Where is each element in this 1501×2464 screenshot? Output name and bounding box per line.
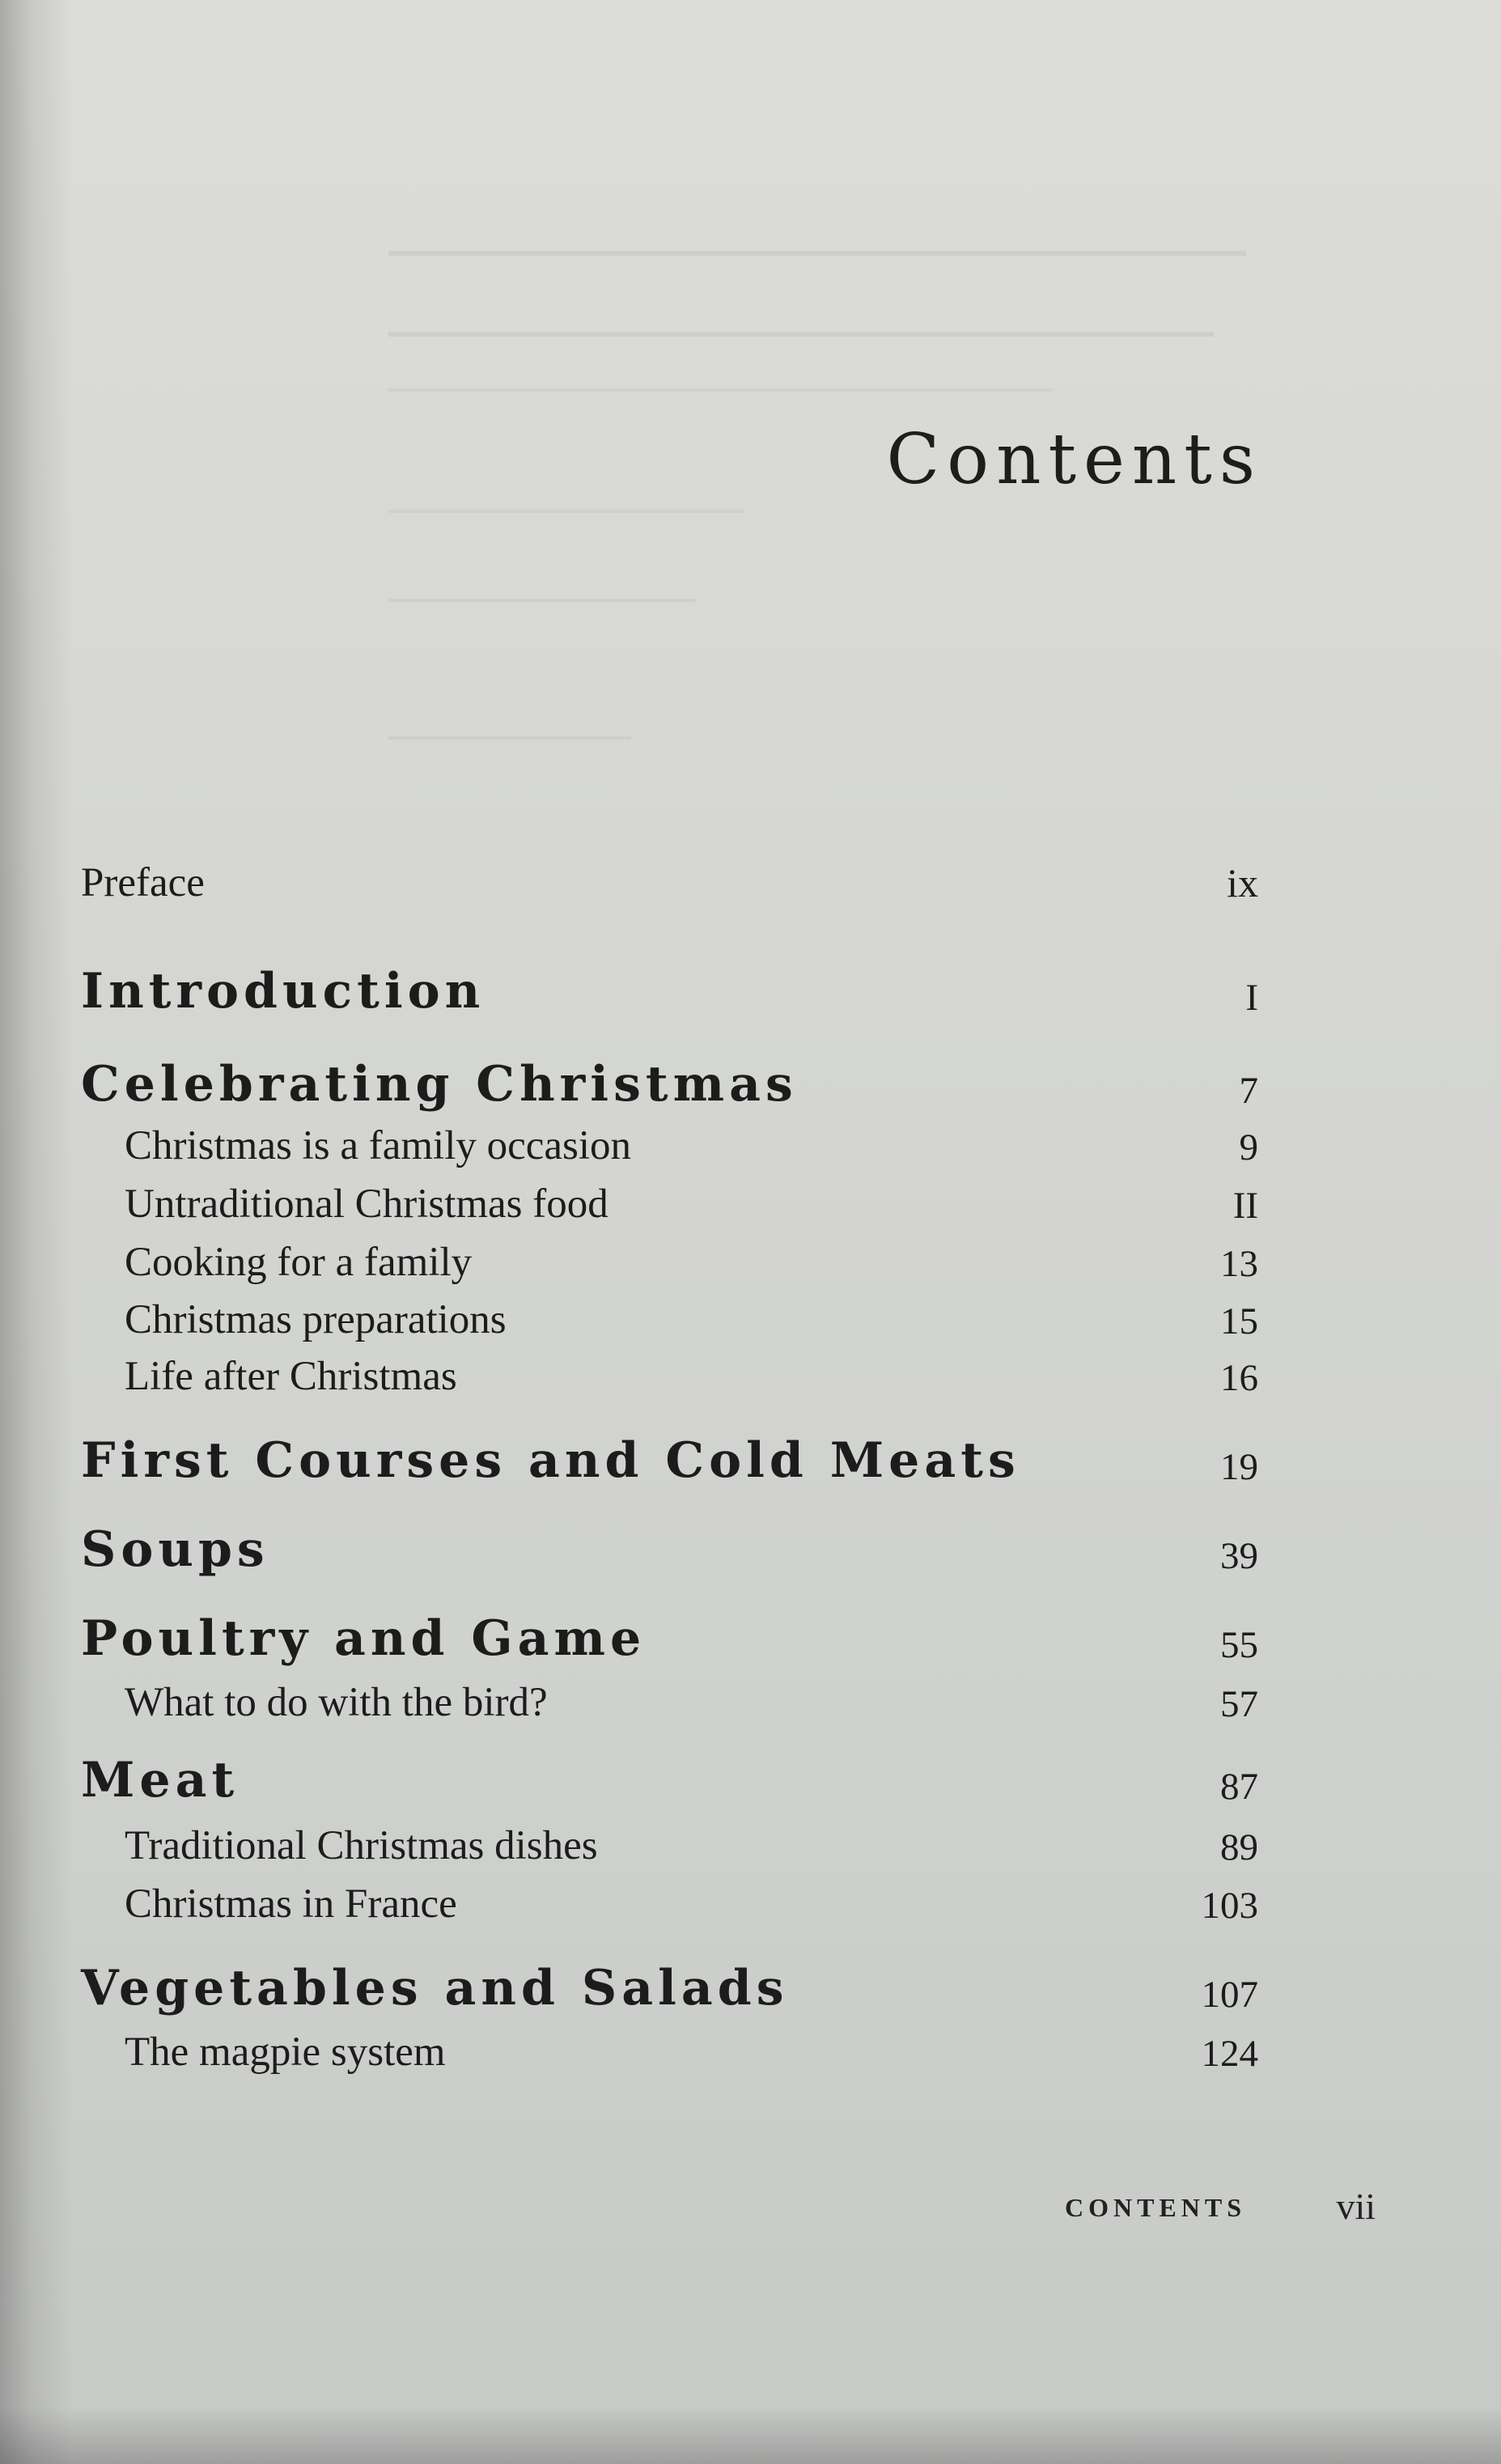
toc-entry-page: 16 (1220, 1357, 1258, 1399)
toc-entry-label: The magpie system (125, 2029, 446, 2075)
toc-entry-label: Vegetables and Salads (81, 1960, 789, 2017)
toc-entry-label: Christmas is a family occasion (125, 1123, 632, 1168)
spine-shadow (0, 0, 73, 2464)
toc-entry-label: Traditional Christmas dishes (125, 1823, 598, 1868)
toc-entry-page: 124 (1201, 2033, 1258, 2075)
toc-entry-christmas-preparations (81, 1287, 1258, 1343)
toc-entry-label: Celebrating Christmas (81, 1056, 798, 1113)
toc-entry-label: Cooking for a family (125, 1240, 473, 1285)
toc-entry-untraditional-food (81, 1171, 1258, 1228)
toc-entry-life-after-christmas (81, 1343, 1258, 1400)
toc-entry-label: Christmas in France (125, 1881, 457, 1927)
toc-entry-label: Life after Christmas (125, 1354, 457, 1399)
toc-entry-meat (81, 1752, 1258, 1809)
toc-entry-page: 15 (1220, 1300, 1258, 1342)
toc-entry-page: 103 (1201, 1885, 1258, 1927)
toc-entry-soups (81, 1521, 1258, 1578)
toc-entry-christmas-in-france (81, 1871, 1258, 1928)
toc-entry-label: Meat (81, 1752, 240, 1809)
toc-entry-label: What to do with the bird? (125, 1680, 548, 1725)
toc-entry-preface (81, 850, 1258, 906)
toc-entry-label: Soups (81, 1521, 269, 1578)
running-head: CONTENTS (1064, 2193, 1246, 2222)
toc-entry-page: ix (1227, 860, 1258, 905)
toc-entry-label: Poultry and Game (81, 1610, 647, 1667)
toc-entry-poultry-and-game (81, 1610, 1258, 1667)
toc-entry-page: 13 (1220, 1243, 1258, 1285)
toc-entry-cooking-for-family (81, 1229, 1258, 1286)
toc-entry-page: 89 (1220, 1826, 1258, 1868)
toc-entry-page: I (1245, 977, 1258, 1019)
toc-entry-page: 39 (1220, 1535, 1258, 1577)
toc-entry-page: 19 (1220, 1446, 1258, 1488)
toc-entry-vegetables-and-salads (81, 1960, 1258, 2017)
toc-entry-page: 7 (1239, 1070, 1258, 1112)
show-through-bleed (388, 194, 1319, 842)
toc-entry-celebrating-christmas (81, 1056, 1258, 1113)
toc-entry-traditional-dishes (81, 1813, 1258, 1869)
toc-entry-page: II (1232, 1185, 1258, 1227)
bottom-shadow (0, 2407, 1501, 2464)
toc-entry-page: 87 (1220, 1766, 1258, 1808)
toc-entry-label: Christmas preparations (125, 1297, 507, 1342)
toc-entry-what-to-do-with-bird (81, 1669, 1258, 1726)
toc-entry-label: Untraditional Christmas food (125, 1181, 608, 1227)
toc-entry-page: 107 (1201, 1974, 1258, 2016)
toc-entry-page: 55 (1220, 1624, 1258, 1666)
page-title: Contents (886, 419, 1262, 500)
toc-entry-page: 9 (1239, 1126, 1258, 1168)
toc-entry-magpie-system (81, 2019, 1258, 2076)
toc-entry-label: First Courses and Cold Meats (81, 1432, 1020, 1489)
toc-entry-first-courses (81, 1432, 1258, 1489)
toc-entry-page: 57 (1220, 1683, 1258, 1725)
toc-entry-label: Preface (81, 860, 205, 905)
page-number: vii (1336, 2186, 1376, 2227)
toc-entry-introduction (81, 963, 1258, 1020)
toc-entry-label: Introduction (81, 963, 485, 1020)
toc-entry-family-occasion (81, 1113, 1258, 1169)
